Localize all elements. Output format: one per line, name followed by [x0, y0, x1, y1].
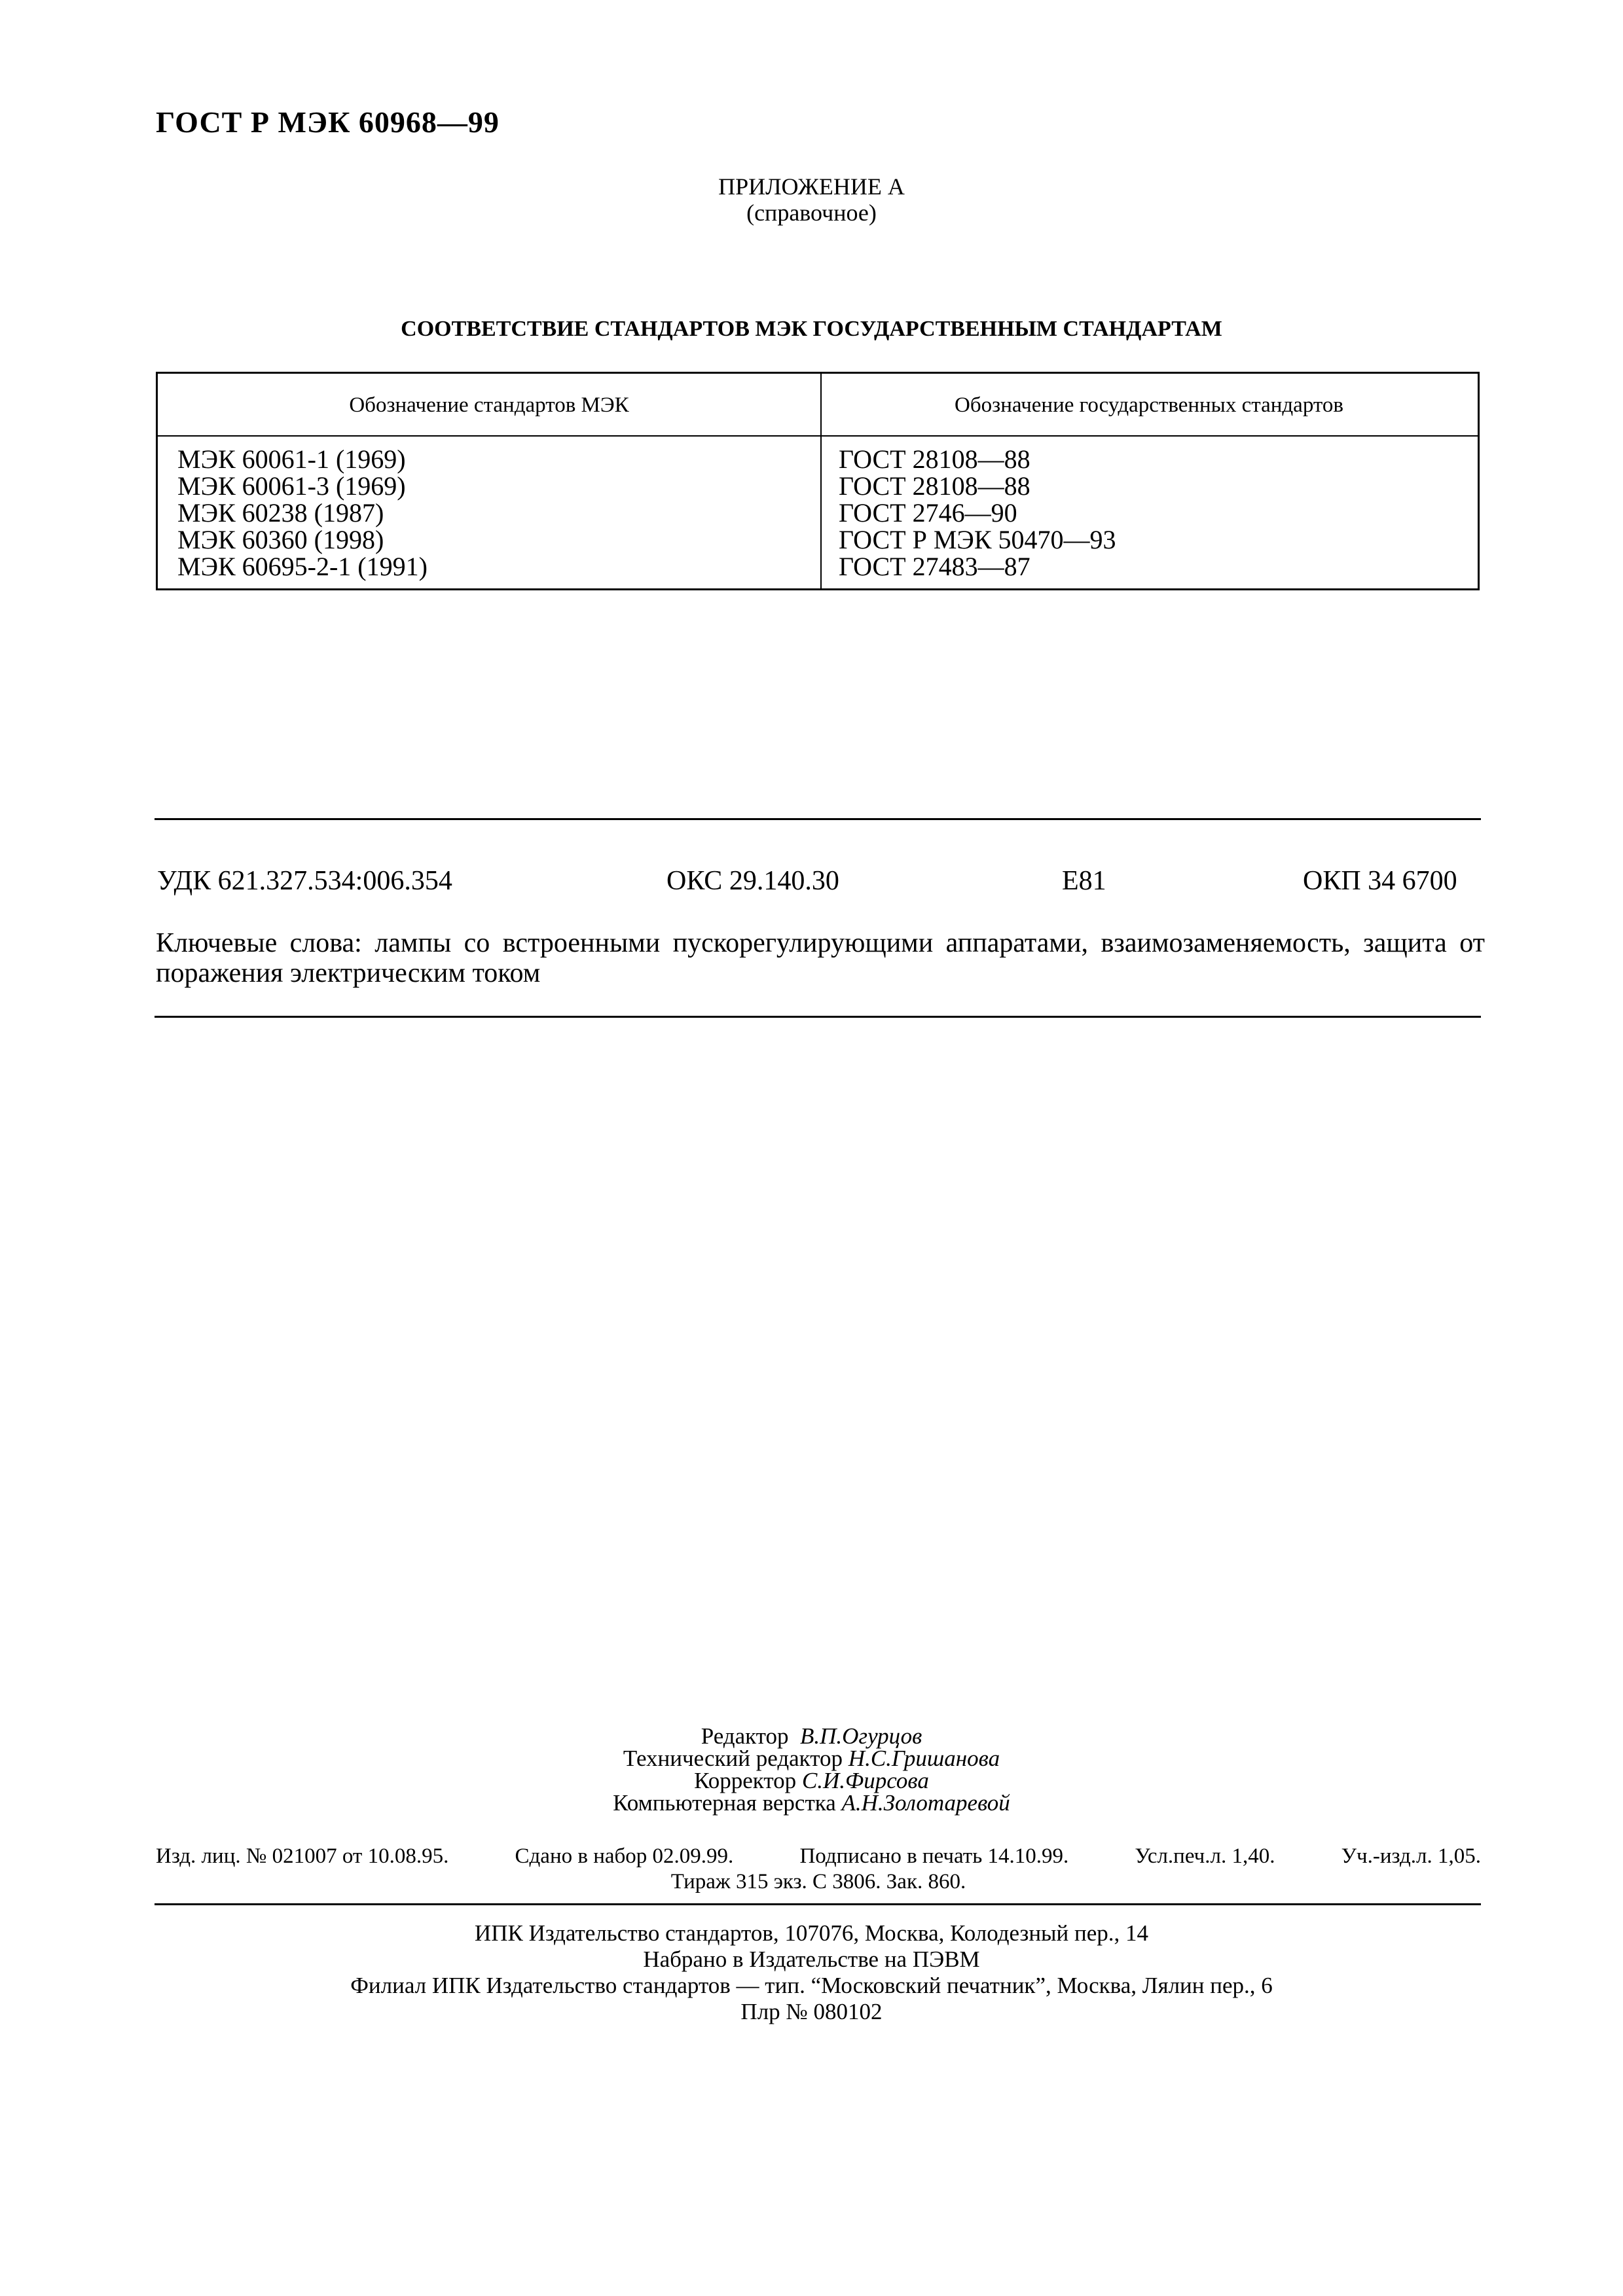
okp-code: ОКП 34 6700	[1303, 866, 1457, 896]
table-cell-gost: ГОСТ 2746—90	[839, 498, 1017, 528]
credit-tech-editor: Технический редактор Н.С.Гришанова	[623, 1746, 1000, 1771]
table-column-iec	[177, 446, 428, 580]
table-cell-iec: МЭК 60695-2-1 (1991)	[177, 552, 428, 581]
document-code: ГОСТ Р МЭК 60968—99	[156, 105, 500, 139]
table-column-gost	[839, 446, 1116, 580]
publication-info	[156, 1844, 1481, 1894]
e-code: Е81	[1062, 866, 1106, 896]
publisher-license: Изд. лиц. № 021007 от 10.08.95.	[156, 1844, 449, 1868]
print-sheets: Усл.печ.л. 1,40.	[1135, 1844, 1275, 1868]
table-cell-gost: ГОСТ 27483—87	[839, 552, 1030, 581]
credit-layout: Компьютерная верстка А.Н.Золотаревой	[613, 1790, 1010, 1816]
circulation: Тираж 315 экз. С 3806. Зак. 860.	[670, 1870, 966, 1893]
typeset-date: Сдано в набор 02.09.99.	[515, 1844, 734, 1868]
table-cell-gost: ГОСТ 28108—88	[839, 444, 1030, 474]
table-cell-iec: МЭК 60360 (1998)	[177, 525, 384, 554]
pub-sheets: Уч.-изд.л. 1,05.	[1341, 1844, 1481, 1868]
udk-code: УДК 621.327.534:006.354	[157, 866, 452, 896]
divider-bottom	[155, 1016, 1481, 1018]
printer-info	[0, 1920, 1623, 2025]
printer-line: Плр № 080102	[740, 1999, 883, 2024]
appendix-subtitle: (справочное)	[746, 200, 877, 226]
printer-line: Набрано в Издательстве на ПЭВМ	[643, 1946, 980, 1972]
standards-correspondence-table	[156, 372, 1480, 590]
table-header-divider	[158, 435, 1478, 437]
table-header-gost: Обозначение государственных стандартов	[955, 393, 1343, 417]
credit-editor: Редактор В.П.Огурцов	[701, 1723, 922, 1749]
table-cell-gost: ГОСТ Р МЭК 50470—93	[839, 525, 1116, 554]
table-cell-iec: МЭК 60061-3 (1969)	[177, 471, 406, 501]
table-cell-iec: МЭК 60061-1 (1969)	[177, 444, 406, 474]
table-cell-gost: ГОСТ 28108—88	[839, 471, 1030, 501]
section-title: СООТВЕТСТВИЕ СТАНДАРТОВ МЭК ГОСУДАРСТВЕННЫМ СТАНДАРТАМ	[401, 317, 1222, 341]
table-cell-iec: МЭК 60238 (1987)	[177, 498, 384, 528]
appendix-title: ПРИЛОЖЕНИЕ А	[718, 173, 905, 200]
divider-publisher	[155, 1903, 1481, 1905]
credits	[0, 1725, 1623, 1814]
keywords: Ключевые слова: лампы со встроенными пускорегулирующими аппаратами, взаимозаменяемость, защита от поражения электрическим током	[156, 928, 1485, 988]
divider-top	[155, 818, 1481, 820]
printer-line: ИПК Издательство стандартов, 107076, Москва, Колодезный пер., 14	[474, 1920, 1149, 1946]
oks-code: ОКС 29.140.30	[666, 866, 839, 896]
printer-line: Филиал ИПК Издательство стандартов — тип. “Московский печатник”, Москва, Лялин пер., 6	[350, 1973, 1273, 1998]
credit-corrector: Корректор С.И.Фирсова	[694, 1768, 929, 1793]
signed-date: Подписано в печать 14.10.99.	[799, 1844, 1069, 1868]
table-header-iec: Обозначение стандартов МЭК	[349, 393, 629, 417]
